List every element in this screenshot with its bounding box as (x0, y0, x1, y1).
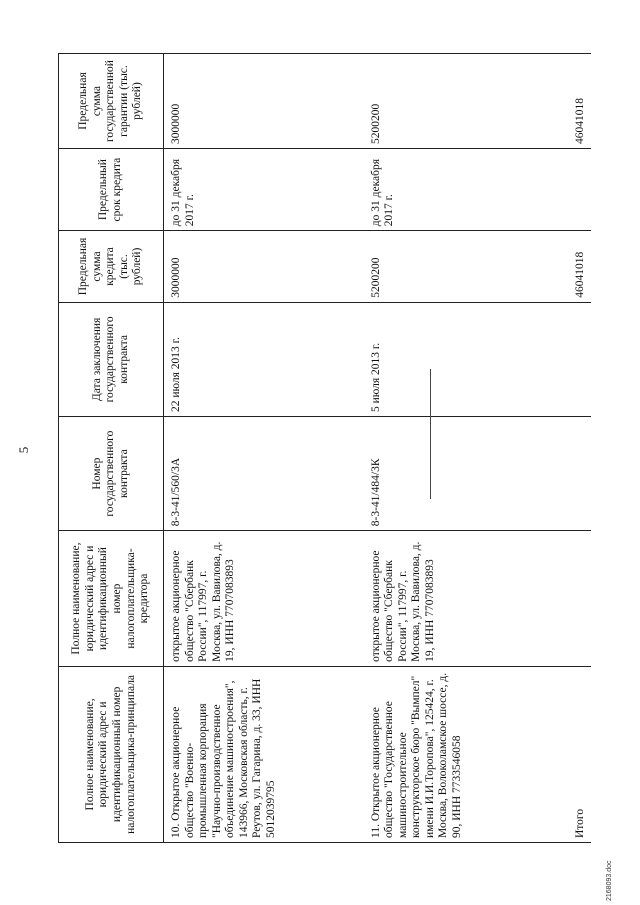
empty-cell (554, 531, 592, 667)
header-credit-amount: Предельная сумма кредита (тыс. рублей) (59, 231, 164, 303)
header-contract-date: Дата заключения государственного контракта (59, 302, 164, 416)
table-row (164, 54, 364, 843)
guarantee-table (58, 53, 591, 843)
credit-amount-cell: 3000000 (164, 231, 364, 303)
empty-cell (554, 149, 592, 231)
guarantee-amount-cell: 5200200 (364, 54, 554, 149)
total-row (554, 54, 592, 843)
page-number: 5 (16, 446, 31, 454)
credit-amount-cell: 5200200 (364, 231, 554, 303)
creditor-cell: открытое акционерное общество "Сбербанк России", 117997, г. Москва, ул. Вавилова, д. 19, ИНН 7707083893 (364, 531, 554, 667)
total-guarantee-amount: 46041018 (554, 54, 592, 149)
total-label: Итого (554, 666, 592, 842)
header-credit-term: Предельный срок кредита (59, 149, 164, 231)
creditor-cell: открытое акционерное общество "Сбербанк России", 117997, г. Москва, ул. Вавилова, д. 19, ИНН 7707083893 (164, 531, 364, 667)
header-guarantee-amount: Предельная сумма государственной гарантии (тыс. рублей) (59, 54, 164, 149)
signature-rule (430, 369, 431, 499)
contract-date-cell: 5 июля 2013 г. (364, 302, 554, 416)
empty-cell (554, 417, 592, 531)
contract-number-cell: 8-3-41/560/3А (164, 417, 364, 531)
doc-footer-code: 2168093.doc (606, 860, 613, 901)
principal-cell: 10. Открытое акционерное общество "Военно-промышленная корпорация "Научно-производственное объединение машиностроения", 143966, Московская область, г. Реутов, ул. Гагарина, д. 33, ИНН 5012039795 (164, 666, 364, 842)
header-contract-number: Номер государственного контракта (59, 417, 164, 531)
credit-term-cell: до 31 декабря 2017 г. (164, 149, 364, 231)
principal-cell: 11. Открытое акционерное общество "Государственное машиностроительное конструкторское бюро "Вымпел" имени И.И.Торопова", 125424, г. Москва, Волоколамское шоссе, д. 90, ИНН 7733546058 (364, 666, 554, 842)
credit-term-cell: до 31 декабря 2017 г. (364, 149, 554, 231)
header-creditor: Полное наименование, юридический адрес и идентификационный номер налогоплательщика-кредитора (59, 531, 164, 667)
contract-number-cell: 8-3-41/484/3К (364, 417, 554, 531)
table-header-row (59, 54, 164, 843)
guarantee-amount-cell: 3000000 (164, 54, 364, 149)
contract-date-cell: 22 июля 2013 г. (164, 302, 364, 416)
total-credit-amount: 46041018 (554, 231, 592, 303)
empty-cell (554, 302, 592, 416)
header-principal: Полное наименование, юридический адрес и идентификационный номер налогоплательщика-принципала (59, 666, 164, 842)
table-row (364, 54, 554, 843)
